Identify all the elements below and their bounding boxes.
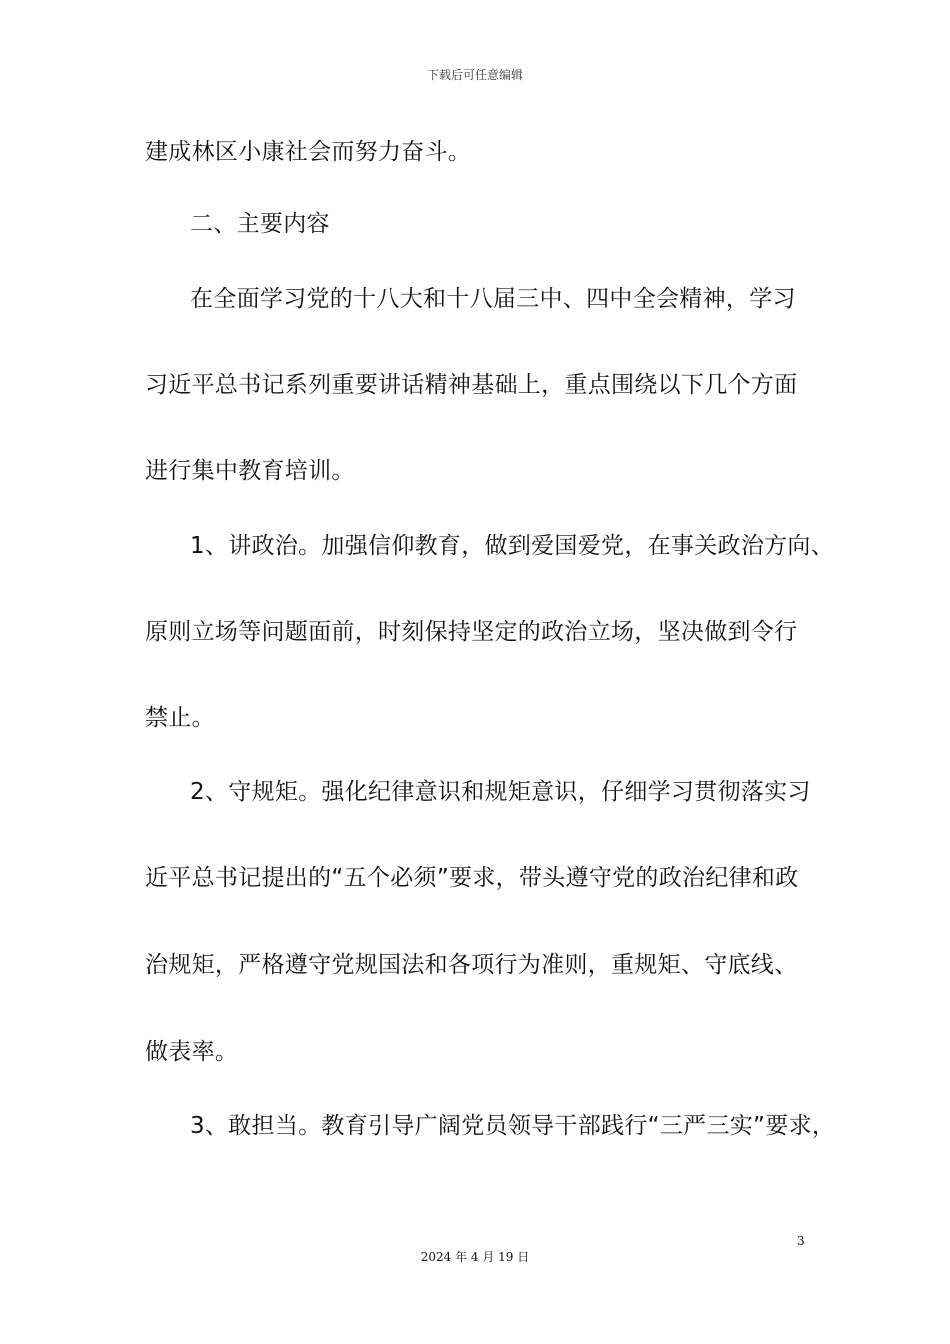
item-1-line-1: 1、讲政治。加强信仰教育，做到爱国爱党，在事关政治方向、	[190, 533, 835, 559]
item-2-line-1: 2、守规矩。强化纪律意识和规矩意识，仔细学习贯彻落实习	[190, 779, 811, 805]
body-line-5: 进行集中教育培训。	[145, 458, 355, 484]
item-2-line-2: 近平总书记提出的“五个必须”要求，带头遵守党的政治纪律和政	[145, 865, 799, 891]
page-header: 下载后可任意编辑	[426, 68, 523, 82]
body-line-3: 在全面学习党的十八大和十八届三中、四中全会精神，学习	[190, 286, 796, 312]
item-1-line-3: 禁止。	[145, 705, 215, 731]
body-line-4: 习近平总书记系列重要讲话精神基础上，重点围绕以下几个方面	[145, 372, 798, 398]
item-1-line-2: 原则立场等问题面前，时刻保持坚定的政治立场，坚决做到令行	[145, 619, 798, 645]
footer-date: 2024 年 4 月 19 日	[420, 1250, 530, 1264]
page-number: 3	[797, 1234, 805, 1248]
section-heading: 二、主要内容	[190, 211, 330, 237]
item-3-line-1: 3、敢担当。教育引导广阔党员领导干部践行“三严三实”要求，	[190, 1113, 836, 1139]
item-2-line-3: 治规矩，严格遵守党规国法和各项行为准则，重规矩、守底线、	[145, 952, 798, 978]
body-line-1: 建成林区小康社会而努力奋斗。	[145, 139, 472, 165]
item-2-line-4: 做表率。	[145, 1039, 239, 1065]
